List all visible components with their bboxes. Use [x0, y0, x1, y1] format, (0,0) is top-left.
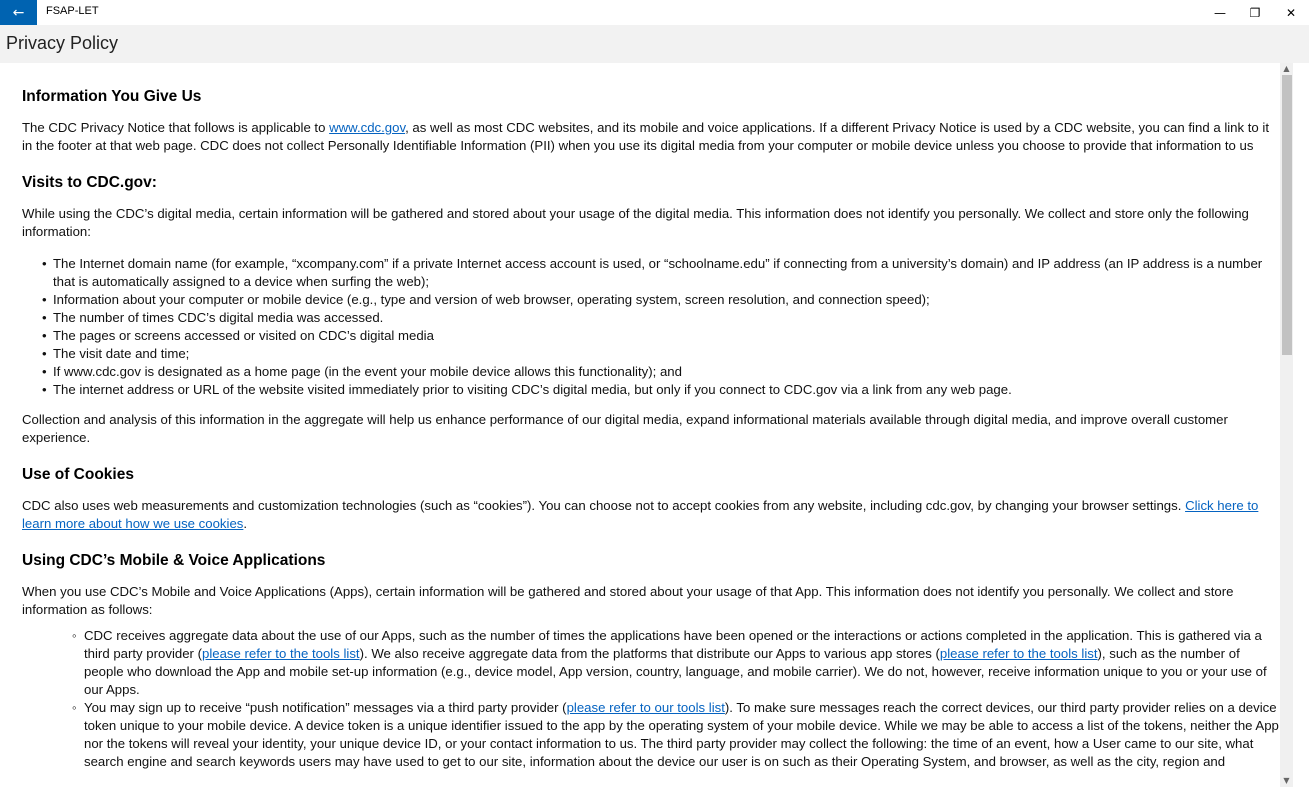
- section-visits: [22, 173, 1280, 447]
- section-mobile-voice-apps: [22, 551, 1280, 771]
- paragraph: While using the CDC’s digital media, certain information will be gathered and stored about your usage of the digital media. This information does not identify you personally. We collect and store only the following information:: [22, 206, 1249, 239]
- maximize-button[interactable]: [1237, 0, 1273, 25]
- paragraph: [22, 497, 1280, 533]
- list-item: [72, 699, 1280, 771]
- text: .: [243, 516, 248, 531]
- text: ), such as the number of people who download the App and mobile set-up information (e.g., device model, App version, country, language, and mobile carrier). We do not, however, receive information unique to you or your use of our Apps.: [84, 646, 1267, 697]
- page-header: [0, 25, 1309, 63]
- minimize-icon: —: [1214, 5, 1226, 20]
- tools-list-link[interactable]: please refer to the tools list: [202, 646, 360, 661]
- text: , as well as most CDC websites, and its mobile and voice applications. If a different Privacy Notice is used by a CDC website, you can find a link to it in the footer at that web page. CDC does not collect Personally Identifiable Information (PII) when you use its digital media from your computer or mobile device unless you choose to provide that information to us: [22, 120, 1270, 153]
- collected-info-list: [42, 255, 1280, 399]
- text: CDC also uses web measurements and customization technologies (such as “cookies”). You can choose not to accept cookies from any website, including cdc.gov, by changing your browser settings.: [22, 498, 1186, 513]
- text: The CDC Privacy Notice that follows is applicable to: [22, 120, 330, 135]
- scroll-up-arrow-icon[interactable]: ▲: [1283, 64, 1290, 73]
- text: ). We also receive aggregate data from the platforms that distribute our Apps to various app stores (: [359, 646, 940, 661]
- section-heading: Information You Give Us: [22, 88, 202, 105]
- cdc-gov-link[interactable]: www.cdc.gov: [329, 120, 406, 135]
- section-information-you-give-us: [22, 87, 1280, 155]
- cookies-learn-more-link[interactable]: Click here to learn more about how we use cookies: [22, 498, 1259, 531]
- section-heading: Using CDC’s Mobile & Voice Applications: [22, 552, 326, 569]
- text: You may sign up to receive “push notification” messages via a third party provider (: [84, 700, 567, 715]
- list-item: • If www.cdc.gov is designated as a home page (in the event your mobile device allows this functionality); and: [42, 363, 1280, 381]
- list-item: • The Internet domain name (for example, “xcompany.com” if a private Internet access account is used, or “schoolname.edu” if connecting from a university’s domain) and IP address (an IP address is a number that is automatically assigned to a device when surfing the web);: [42, 255, 1280, 291]
- page-title: Privacy Policy: [6, 33, 119, 53]
- text: ). To make sure messages reach the correct devices, our third party provider relies on a device token unique to your mobile device. A device token is a unique identifier issued to the app by the operating system of your mobile device. While we may be able to access a list of the tokens, neither the App nor the tokens will reveal your identity, your unique device ID, or your contact information to us. The third party provider may collect the following: the time of an event, how a User came to our site, what search engine and search keywords users may have used to get to our site, information about the device our user is on such as their Operating System, and browser, as well as the city, region and: [84, 700, 1279, 769]
- scroll-thumb[interactable]: [1282, 75, 1292, 355]
- app-title: FSAP-LET: [46, 5, 99, 17]
- scroll-down-arrow-icon[interactable]: ▼: [1283, 776, 1290, 785]
- text: CDC receives aggregate data about the use of our Apps, such as the number of times the applications have been opened or the interactions or actions completed in the application. This is gathered via a third party provider (: [84, 628, 1262, 661]
- tools-list-link[interactable]: please refer to the tools list: [939, 646, 1098, 661]
- list-item: • The visit date and time;: [42, 345, 1280, 363]
- section-heading: Use of Cookies: [22, 466, 134, 483]
- close-icon: ✕: [1285, 5, 1297, 20]
- paragraph: [22, 119, 1280, 155]
- list-item: • The number of times CDC’s digital media was accessed.: [42, 309, 1280, 327]
- back-button[interactable]: [0, 0, 37, 25]
- title-bar: [0, 0, 1309, 25]
- section-use-of-cookies: [22, 465, 1280, 533]
- tools-list-link[interactable]: please refer to our tools list: [566, 700, 725, 715]
- app-info-list: [72, 627, 1280, 771]
- close-button[interactable]: [1273, 0, 1309, 25]
- vertical-scrollbar[interactable]: [1280, 63, 1293, 787]
- policy-content[interactable]: [0, 63, 1280, 787]
- list-item: • The internet address or URL of the website visited immediately prior to visiting CDC’s digital media, but only if you connect to CDC.gov via a link from any web page.: [42, 381, 1280, 399]
- list-item: • The pages or screens accessed or visited on CDC’s digital media: [42, 327, 1280, 345]
- back-arrow-icon: ←: [12, 4, 25, 21]
- section-heading: Visits to CDC.gov:: [22, 174, 157, 191]
- list-item: • Information about your computer or mobile device (e.g., type and version of web browser, operating system, screen resolution, and connection speed);: [42, 291, 1280, 309]
- restore-icon: ❐: [1249, 5, 1261, 20]
- paragraph: When you use CDC’s Mobile and Voice Applications (Apps), certain information will be gathered and stored about your usage of that App. This information does not identify you personally. We collect and store information as follows:: [22, 584, 1234, 617]
- minimize-button[interactable]: [1202, 0, 1238, 25]
- paragraph: Collection and analysis of this information in the aggregate will help us enhance performance of our digital media, expand informational materials available through digital media, and improve overall customer experience.: [22, 412, 1228, 445]
- list-item: [72, 627, 1280, 699]
